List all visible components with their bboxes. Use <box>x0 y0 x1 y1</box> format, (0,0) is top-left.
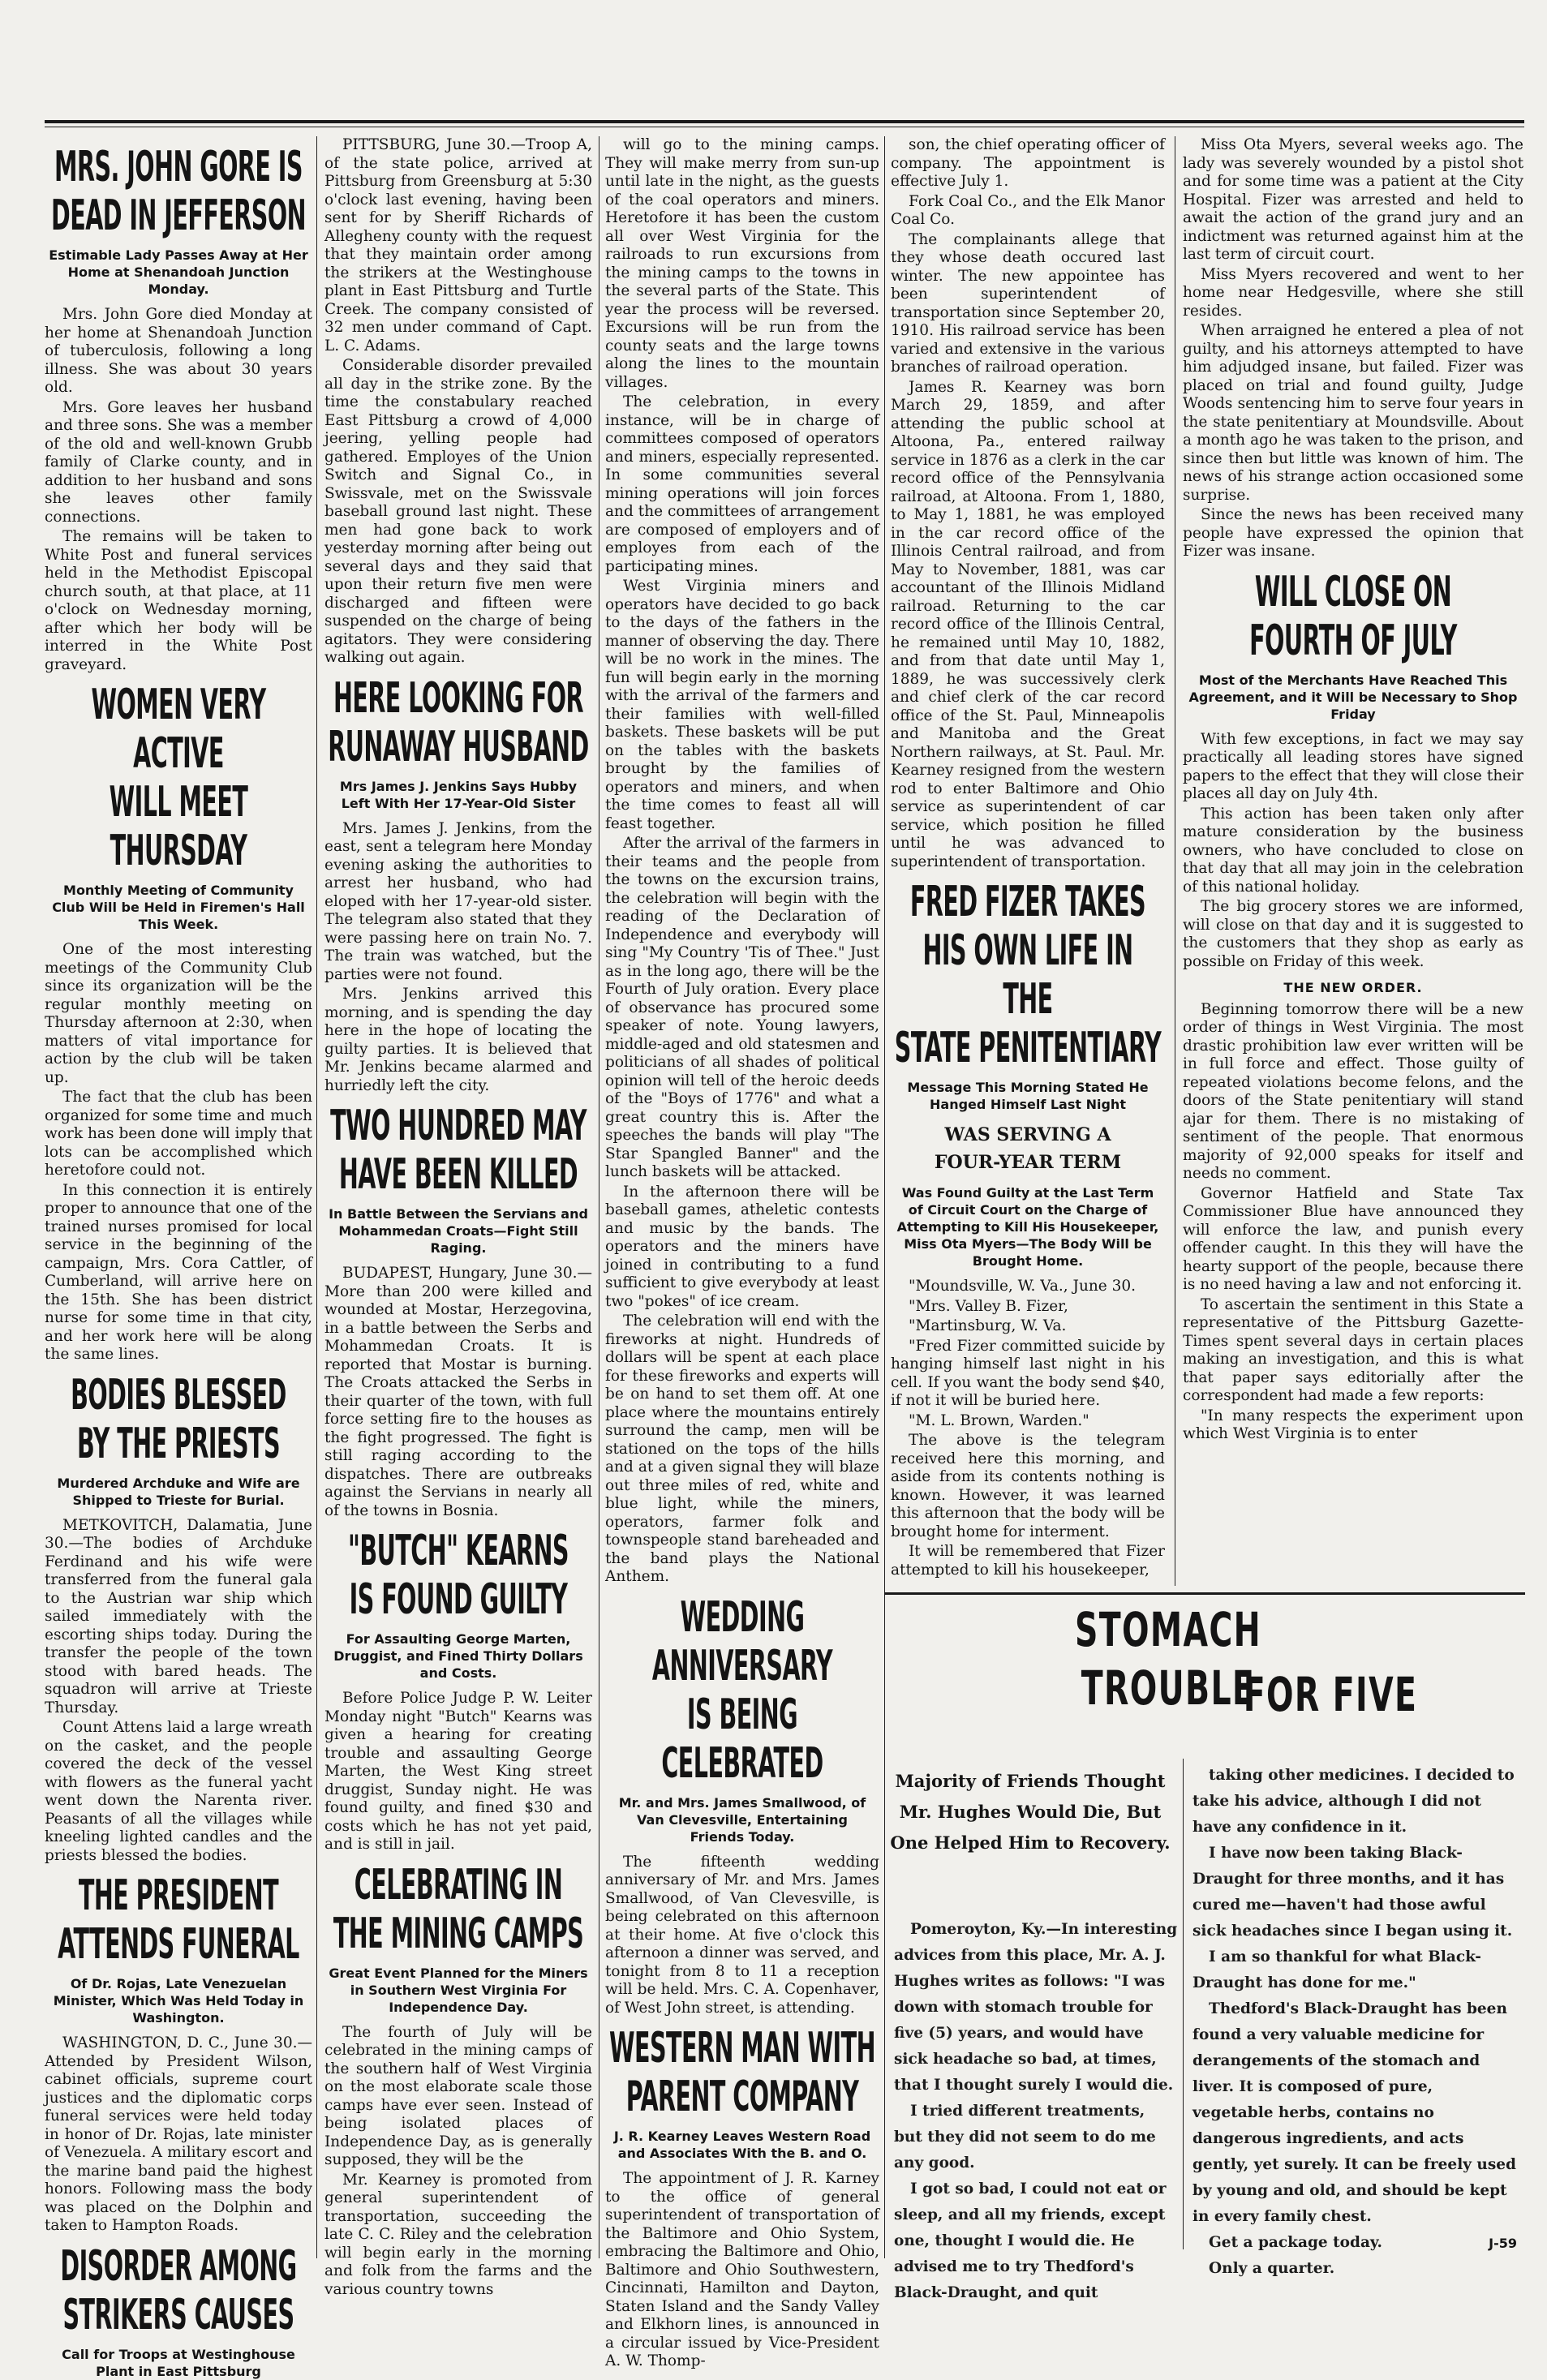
article-deck: Great Event Planned for the Miners in Southern West Virginia For Independence Day. <box>329 1965 588 2015</box>
headline-line: WILL CLOSE ON <box>1254 567 1452 616</box>
headline-line: CELEBRATING IN <box>354 1860 563 1910</box>
masthead-rule <box>45 120 1524 123</box>
ad-divider <box>1183 1759 1184 2249</box>
article <box>605 2024 879 2371</box>
article <box>324 674 592 1096</box>
paragraph: Before Police Judge P. W. Leiter Monday night "Butch" Kearns was given a hearing for creating trouble and assaulting George Marten, the West King street druggist, Sunday night. He was found guilty, and fined $30 and costs which he has not yet paid, and is still in jail. <box>324 1690 592 1853</box>
ad-paragraph: taking other medicines. I decided to take his advice, although I did not have any confidence in it. <box>1192 1767 1515 1836</box>
paragraph: West Virginia miners and operators have decided to go back to the days of the fathers in the manner of observing the day. There will be no work in the mines. The fun will begin early in the morning with the arrival of the farmers and their families with well-filled baskets. These baskets will be put on the tables with the baskets brought by the families of operators and miners, and when the time comes to feast all will feast together. <box>605 578 879 832</box>
subheadline <box>894 1121 1162 1176</box>
headline <box>47 1371 311 1468</box>
paragraph: Miss Ota Myers, several weeks ago. The lady was severely wounded by a pistol shot and for some time was a patient at the City Hospital. Fizer was arrested and held to await the action of the grand jury and an indictment was returned against him at the last term of circuit court. <box>1183 136 1523 263</box>
article <box>1183 568 1523 1444</box>
paragraph: When arraigned he entered a plea of not guilty, and his attorneys attempted to have him adjudged insane, but failed. Fizer was placed on trial and found guilty, Judge Woods sentencing him to serve four years in the state penitentiary at Moundsville. About a month ago he was taken to the prison, and since then but little was known of him. The news of his strange action occasioned some surprise. <box>1183 322 1523 504</box>
article <box>1183 136 1523 561</box>
column-2 <box>324 136 592 2298</box>
paragraph: Governor Hatfield and State Tax Commissioner Blue have announced they will enforce the law, and punish every offender caught. In this they will have the hearty support of the people, because there is no need having a law and not enforcing it. <box>1183 1184 1523 1293</box>
article <box>324 1102 592 1520</box>
paragraph: The fourth of July will be celebrated in the mining camps of the southern half of West Virginia on the most elaborate scale those camps have ever seen. Instead of being isolated places of Independence Day, as is generally supposed, they will be the <box>324 2023 592 2168</box>
article <box>324 1861 592 2300</box>
headline <box>609 2024 876 2121</box>
subheadline-line: WAS SERVING A <box>944 1124 1111 1145</box>
paragraph: It will be remembered that Fizer attempted to kill his housekeeper, <box>891 1543 1165 1579</box>
headline <box>47 1871 311 1969</box>
headline-line: PARENT COMPANY <box>625 2073 859 2121</box>
headline-line: WILL MEET THURSDAY <box>109 778 248 875</box>
column-divider <box>316 136 317 2258</box>
paragraph: "Martinsburg, W. Va. <box>909 1317 1067 1334</box>
article-deck: Monthly Meeting of Community Club Will be Held in Firemen's Hall This Week. <box>52 883 305 932</box>
ad-paragraph: I got so bad, I could not eat or sleep, and all my friends, except one, thought I would die. He advised me to try Thedford's Black-Draught, and quit <box>894 2180 1167 2301</box>
ad-paragraph: I am so thankful for what Black-Draught has done for me." <box>1192 1948 1481 1991</box>
article-deck: In Battle Between the Servians and Mohammedan Croats—Fight Still Raging. <box>329 1206 588 1256</box>
article-deck: Mr. and Mrs. James Smallwood, of Van Clevesville, Entertaining Friends Today. <box>618 1794 866 1845</box>
ad-top-rule <box>884 1592 1525 1595</box>
article-deck: Mrs James J. Jenkins Says Hubby Left With Her 17-Year-Old Sister <box>339 778 578 811</box>
article-deck: Murdered Archduke and Wife are Shipped to Trieste for Burial. <box>57 1475 300 1508</box>
article <box>891 136 1165 871</box>
paragraph: PITTSBURG, June 30.—Troop A, of the state police, arrived at Pittsburg from Greensburg at 5:30 o'clock last evening, having been sent for by Sheriff Richards of Allegheny county with the request that they maintain order among the strikers at the Westinghouse plant in East Pittsburg and Turtle Creek. The company consisted of 32 men under command of Capt. L. C. Adams. <box>324 136 592 354</box>
headline-line: BODIES BLESSED <box>71 1370 286 1420</box>
headline-line: IS BEING CELEBRATED <box>661 1690 823 1788</box>
ad-paragraph: I tried different treatments, but they did not seem to do me any good. <box>894 2103 1156 2172</box>
paragraph: Mrs. James J. Jenkins, from the east, sent a telegram here Monday evening asking the authorities to arrest her husband, who had eloped with her 17-year-old sister. The telegram also stated that they were passing here on train No. 7. The train was watched, but the parties were not found. <box>324 819 592 983</box>
paragraph: son, the chief operating officer of company. The appointment is effective July 1. <box>891 136 1165 190</box>
headline <box>327 1861 591 1958</box>
paragraph: Miss Myers recovered and went to her home near Hedgesville, where she still resides. <box>1183 265 1523 320</box>
paragraph: "In many respects the experiment upon which West Virginia is to enter <box>1183 1407 1523 1442</box>
headline-line: DISORDER AMONG <box>60 2241 297 2291</box>
headline <box>609 1593 876 1788</box>
article <box>324 1527 592 1854</box>
article <box>45 2242 312 2380</box>
headline-line: HAVE BEEN KILLED <box>338 1150 578 1199</box>
ad-body-left <box>894 1917 1178 2306</box>
article <box>45 143 312 674</box>
headline-line: HERE LOOKING FOR <box>333 673 584 723</box>
paragraph: will go to the mining camps. They will make merry from sun-up until late in the night, as the guests of the coal operators and miners. Heretofore it has been the custom all over West Virginia for the railroads to run excursions from the mining camps to the towns in the several parts of the State. This year the process will be reversed. Excursions will be run from the county seats and the large towns along the lines to the mountain villages. <box>605 136 879 391</box>
paragraph: "M. L. Brown, Warden." <box>909 1411 1089 1429</box>
paragraph: Fork Coal Co., and the Elk Manor Coal Co. <box>891 192 1165 228</box>
column-4 <box>891 136 1165 1586</box>
ad-deck: Majority of Friends Thought Mr. Hughes Would Die, But One Helped Him to Recovery. <box>890 1771 1171 1853</box>
paragraph: The complainants allege that they whose death occured last winter. The new appointee has been superintendent of transportation since September 20, 1910. His railroad service has been varied and extensive in the various branches of railroad operation. <box>891 230 1165 376</box>
paragraph: In the afternoon there will be baseball games, atheletic contests and music by the bands. The operators and the miners have joined in contributing to a fund sufficient to give everybody at least two "pokes" of ice cream. <box>605 1183 879 1310</box>
ad-headline-2: FOR FIVE <box>1243 1667 1418 1722</box>
ad-paragraph: Only a quarter. <box>1209 2260 1335 2277</box>
paragraph: After the arrival of the farmers in their teams and the people from the towns on the excursion trains, the celebration will begin with the reading of the Declaration of Independence and everybody will sing "My Country 'Tis of Thee." Just as in the long ago, there will be the Fourth of July oration. Every place of observance has procured some speaker of note. Young lawyers, middle-aged and old statesmen and politicians of all shades of political opinion will tell of the heroic deeds of the "Boys of 1776" and what a great country this is. After the speeches the bands will play "The Star Spangled Banner" and the lunch baskets will be attacked. <box>605 835 879 1180</box>
paragraph: "Moundsville, W. Va., June 30. <box>909 1278 1137 1295</box>
headline-line: STRIKERS CAUSES <box>62 2290 294 2339</box>
headline <box>47 2242 311 2339</box>
paragraph: Mrs. Gore leaves her husband and three sons. She was a member of the old and well-known Grubb family of Clarke county, and in addition to her husband and sons she leaves other family connections. <box>45 398 312 526</box>
headline-line: "BUTCH" KEARNS <box>348 1527 569 1575</box>
headline-line: FOURTH OF JULY <box>1249 616 1457 665</box>
paragraph: One of the most interesting meetings of the Community Club since its organization will be the regular monthly meeting on Thursday afternoon at 2:30, when matters of vital importance for action by the club will be taken up. <box>45 941 312 1086</box>
ad-paragraph: Get a package today. <box>1209 2234 1382 2251</box>
paragraph: BUDAPEST, Hungary, June 30.—More than 200 were killed and wounded at Mostar, Herzegovina, in a battle between the Serbs and Mohammedan Croats. It is reported that Mostar is burning. The Croats attacked the Serbs in their quarter of the town, with full force setting fire to the houses as the fight progressed. The fight is still raging according to the dispatches. There are outbreaks against the Servians in nearly all of the towns in Bosnia. <box>324 1265 592 1519</box>
headline-line: THE PRESIDENT <box>78 1871 279 1920</box>
headline <box>327 1102 591 1199</box>
paragraph: Count Attens laid a large wreath on the casket, and the people covered the deck of the vessel with flowers as the funeral yacht went down the Narenta river. Peasants of all the villages while kneeling lighted candles and the priests blessed the bodies. <box>45 1719 312 1864</box>
article-deck: Of Dr. Rojas, Late Venezuelan Minister, Which Was Held Today in Washington. <box>53 1976 304 2026</box>
headline <box>327 1527 591 1624</box>
paragraph: "Fred Fizer committed suicide by hanging himself last night in his cell. If you want the body send $40, if not it will be buried here. <box>891 1337 1165 1409</box>
headline-line: STATE PENITENTIARY <box>894 1024 1162 1072</box>
paragraph: Mrs. Jenkins arrived this morning, and is spending the day here in the hope of locating the guilty parties. It is believed that Mr. Jenkins became alarmed and hurriedly left the city. <box>324 986 592 1094</box>
paragraph: The celebration, in every instance, will be in charge of committees composed of operators and miners, especially represented. In some communities several mining operations will join forces and the committees of arrangement are composed of employers and of employes from each of the participating mines. <box>605 393 879 575</box>
headline-line: FRED FIZER TAKES <box>909 878 1146 926</box>
headline-line: MRS. JOHN GORE IS <box>54 143 303 191</box>
headline-line: BY THE PRIESTS <box>76 1419 281 1468</box>
headline-line: WEDDING ANNIVERSARY <box>651 1592 833 1690</box>
paragraph: Mr. Kearney is promoted from general superintendent of transportation, succeeding the late C. C. Riley and the celebration will begin early in the morning and folk from the farms and the various country towns <box>324 2171 592 2298</box>
headline-line: ATTENDS FUNERAL <box>58 1920 299 1969</box>
ad-body-right <box>1192 1763 1517 2282</box>
article <box>324 136 592 668</box>
paragraph: The above is the telegram received here this morning, and aside from its contents nothing is known. However, it was learned this afternoon that the body will be brought home for interment. <box>891 1432 1165 1540</box>
article-deck: For Assaulting George Marten, Druggist, and Fined Thirty Dollars and Costs. <box>333 1631 583 1681</box>
paragraph: Mrs. John Gore died Monday at her home at Shenandoah Junction of tuberculosis, following a long illness. She was about 30 years old. <box>45 306 312 396</box>
paragraph: With few exceptions, in fact we may say practically all leading stores have signed papers to the effect that they will close their places all day on July 4th. <box>1183 730 1523 802</box>
article <box>45 1871 312 2236</box>
paragraph: The celebration will end with the fireworks at night. Hundreds of dollars will be spent at each place for these fireworks and experts will be on hand to set them off. At one place where the mountains entirely surround the camp, men will be stationed on the tops of the hills and at a given signal they will blaze out three miles of red, white and blue light, while the miners, operators, farmer folk and townspeople stand bareheaded and the band plays the National Anthem. <box>605 1312 879 1585</box>
paragraph: This action has been taken only after mature consideration by the business owners, who have concluded to close on that day that all may join in the celebration of this national holiday. <box>1183 805 1523 896</box>
ad-paragraph: Thedford's Black-Draught has been found a very valuable medicine for derangements of the stomach and liver. It is composed of pure, vegetable herbs, contains no dangerous ingredients, and acts gently, yet surely. It can be freely used by young and old, and should be kept in every family chest. <box>1192 2000 1516 2225</box>
article <box>605 1593 879 2018</box>
paragraph: The remains will be taken to White Post and funeral services held in the Methodist Episcopal church south, at that place, at 11 o'clock on Wednesday morning, after which her body will be interred in the White Post graveyard. <box>45 528 312 673</box>
article-deck: Message This Morning Stated He Hanged Himself Last Night <box>907 1080 1149 1112</box>
column-3 <box>605 136 879 2369</box>
article-deck: Estimable Lady Passes Away at Her Home at Shenandoah Junction Monday. <box>49 247 308 297</box>
paragraph: Beginning tomorrow there will be a new order of things in West Virginia. The most drastic prohibition law ever written will be in full force and effect. Those guilty of repeated violations become felons, and the doors of the State penitentiary will stand ajar for them. There is no mistaking of sentiment of the people. That enormous majority of 92,000 speaks for itself and needs no comment. <box>1183 1000 1523 1182</box>
headline <box>47 143 311 240</box>
headline <box>327 674 591 771</box>
paragraph: The appointment of J. R. Karney to the office of general superintendent of transportation of the Baltimore and Ohio System, embracing the Baltimore and Ohio, Baltimore and Ohio Southwestern, Cincinnati, Hamilton and Dayton, Staten Island and the Sandy Valley and Elkhorn lines, is announced in a circular issued by Vice-President A. W. Thomp- <box>605 2170 879 2369</box>
advertisement <box>884 1592 1525 2301</box>
article <box>45 681 312 1364</box>
headline-line: TWO HUNDRED MAY <box>330 1102 587 1150</box>
column-1 <box>45 136 312 2379</box>
subheadline-line: FOUR-YEAR TERM <box>934 1152 1122 1173</box>
ad-headline: STOMACH TROUBLE <box>1074 1602 1262 1716</box>
paragraph: The big grocery stores we are informed, will close on that day and it is suggested to the customers that they shop as early as possible on Friday of this week. <box>1183 898 1523 970</box>
article <box>891 878 1165 1579</box>
article-deck: Most of the Merchants Have Reached This Agreement, and it Will be Necessary to Shop Friday <box>1188 672 1518 722</box>
column-5 <box>1183 136 1523 1586</box>
headline-line: DEAD IN JEFFERSON <box>51 191 306 240</box>
headline-line: RUNAWAY HUSBAND <box>328 722 589 771</box>
article <box>605 136 879 1587</box>
ad-paragraph: Pomeroyton, Ky.—In interesting advices from this place, Mr. A. J. Hughes writes as follows: "I was down with stomach trouble for five (5) years, and would have sick headache so bad, at times, that I thought surely I would die. <box>894 1921 1178 2094</box>
headline-line: WESTERN MAN WITH <box>609 2024 875 2073</box>
headline-line: IS FOUND GUILTY <box>349 1575 568 1624</box>
headline-line: WOMEN VERY ACTIVE <box>91 681 266 778</box>
article <box>45 1371 312 1866</box>
headline <box>895 878 1162 1072</box>
article-deck: Call for Troops at Westinghouse Plant in East Pittsburg <box>62 2346 295 2379</box>
headline-line: THE MINING CAMPS <box>333 1909 584 1958</box>
paragraph: METKOVITCH, Dalamatia, June 30.—The bodies of Archduke Ferdinand and his wife were transferred from the funeral gala to the Austrian war ship which sailed immediately with the escorting ships today. During the transfer the people of the town stood with bared heads. The squadron will arrive at Trieste Thursday. <box>45 1516 312 1716</box>
headline-line: HIS OWN LIFE IN THE <box>922 926 1133 1024</box>
paragraph: In this connection it is entirely proper to announce that one of the trained nurses promised for local service in the beginning of the campaign, Mrs. Cora Cattler, of Cumberland, will arrive here on the 15th. She has been district nurse for some time in that city, and her work here will be along the same lines. <box>45 1181 312 1363</box>
headline <box>47 681 311 875</box>
section-subhead: THE NEW ORDER. <box>1283 980 1423 995</box>
article-deck: J. R. Kearney Leaves Western Road and Associates With the B. and O. <box>613 2129 871 2161</box>
paragraph: Since the news has been received many people have expressed the opinion that Fizer was insane. <box>1183 506 1523 560</box>
paragraph: The fifteenth wedding anniversary of Mr. and Mrs. James Smallwood, of Van Clevesville, is being celebrated on this afternoon at their home. At five o'clock this afternoon a dinner was served, and tonight from 8 to 11 a reception will be held. Mrs. C. A. Copenhaver, of West John street, is attending. <box>605 1853 879 2017</box>
paragraph: WASHINGTON, D. C., June 30.—Attended by President Wilson, cabinet officials, supreme court justices and the diplomatic corps funeral services were held today in honor of Dr. Rojas, late minister of Venezuela. A military escort and the marine band paid the highest honors. Following mass the body was placed on the Dolphin and taken to Hampton Roads. <box>45 2034 312 2234</box>
headline <box>1201 568 1505 665</box>
paragraph: To ascertain the sentiment in this State a representative of the Pittsburg Gazette-Times spent several days in certain places making an investigation, and this is what that paper says editorially after the correspondent had made a few reports: <box>1183 1295 1523 1404</box>
article-deck-2: Was Found Guilty at the Last Term of Circuit Court on the Charge of Attempting to Kill His Housekeeper, Miss Ota Myers—The Body Will be Brought Home. <box>896 1185 1159 1269</box>
paragraph: The fact that the club has been organized for some time and much work has been done will imply that lots can be accomplished which heretofore could not. <box>45 1089 312 1179</box>
paragraph: "Mrs. Valley B. Fizer, <box>909 1297 1068 1315</box>
ad-paragraph: I have now been taking Black-Draught for three months, and it has cured me—haven't had those awful sick headaches since I began using it. <box>1192 1845 1513 1940</box>
ad-code: J-59 <box>1489 2236 1517 2251</box>
paragraph: Considerable disorder prevailed all day in the strike zone. By the time the constabulary reached East Pittsburg a crowd of 4,000 jeering, yelling people had gathered. Employes of the Union Switch and Signal Co., in Swissvale, met on the Swissvale baseball ground last night. These men had gone back to work yesterday morning after being out several days and they said that upon their return five men were discharged and fifteen were suspended on the charge of being agitators. They were considering walking out again. <box>324 357 592 666</box>
paragraph: James R. Kearney was born March 29, 1859, and after attending the public school at Altoona, Pa., entered railway service in 1876 as a clerk in the car record office of the Pennsylvania railroad, at Altoona. From 1, 1880, to May 1, 1881, he was employed in the car record office of the Illinois Central railroad, and from May to November, 1881, was car accountant of the Illinois Midland railroad. Returning to the car record office of the Illinois Central, he remained until May 10, 1882, and from that date until May 1, 1889, he was successively clerk and chief clerk of the car record office of the St. Paul, Minneapolis and Manitoba and the Great Northern railways, at St. Paul. Mr. Kearney resigned from the western rod to enter Baltimore and Ohio service as superintendent of car service, which position he filled until he was advanced to superintendent of transportation. <box>891 378 1165 870</box>
